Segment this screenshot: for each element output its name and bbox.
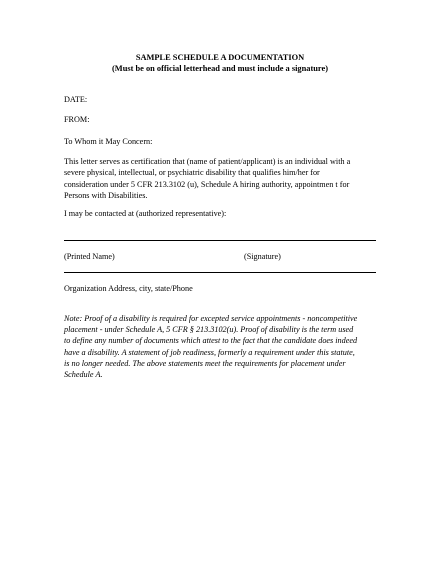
certification-paragraph bbox=[64, 156, 380, 202]
note-line: to define any number of documents which attest to the fact that the candidate does indeed bbox=[64, 336, 358, 346]
note-paragraph bbox=[64, 313, 380, 380]
organization-address-label: Organization Address, city, state/Phone bbox=[64, 284, 193, 293]
from-label: FROM: bbox=[64, 115, 90, 124]
salutation: To Whom it May Concern: bbox=[64, 137, 153, 146]
paragraph-line: consideration under 5 CFR 213.3102 (u), Schedule A hiring authority, appointmen t for bbox=[64, 179, 350, 189]
signature-rule-top bbox=[64, 240, 376, 241]
document-title: SAMPLE SCHEDULE A DOCUMENTATION bbox=[135, 53, 305, 62]
note-line: is no longer needed. The above statements meet the requirements for placement under bbox=[64, 358, 346, 368]
note-line: have a disability. A statement of job readiness, formerly a requirement under this statute, bbox=[64, 347, 355, 357]
printed-name-label: (Printed Name) bbox=[64, 252, 115, 261]
note-line: Note: Proof of a disability is required for excepted service appointments - noncompetitive bbox=[64, 314, 358, 323]
note-line: Schedule A. bbox=[64, 370, 103, 380]
paragraph-line: severe physical, intellectual, or psychiatric disability that qualifies him/her for bbox=[64, 168, 320, 178]
document-subtitle: (Must be on official letterhead and must include a signature) bbox=[112, 64, 328, 73]
date-label: DATE: bbox=[64, 95, 88, 104]
signature-label: (Signature) bbox=[244, 252, 281, 261]
note-line: placement - under Schedule A, 5 CFR § 213.3102(u). Proof of disability is the term used bbox=[64, 325, 354, 335]
signature-rule-bottom bbox=[64, 272, 376, 273]
paragraph-line: This letter serves as certification that (name of patient/applicant) is an individual with a bbox=[64, 157, 351, 166]
contact-line: I may be contacted at (authorized representative): bbox=[64, 209, 227, 218]
paragraph-line: Persons with Disabilities. bbox=[64, 191, 148, 201]
